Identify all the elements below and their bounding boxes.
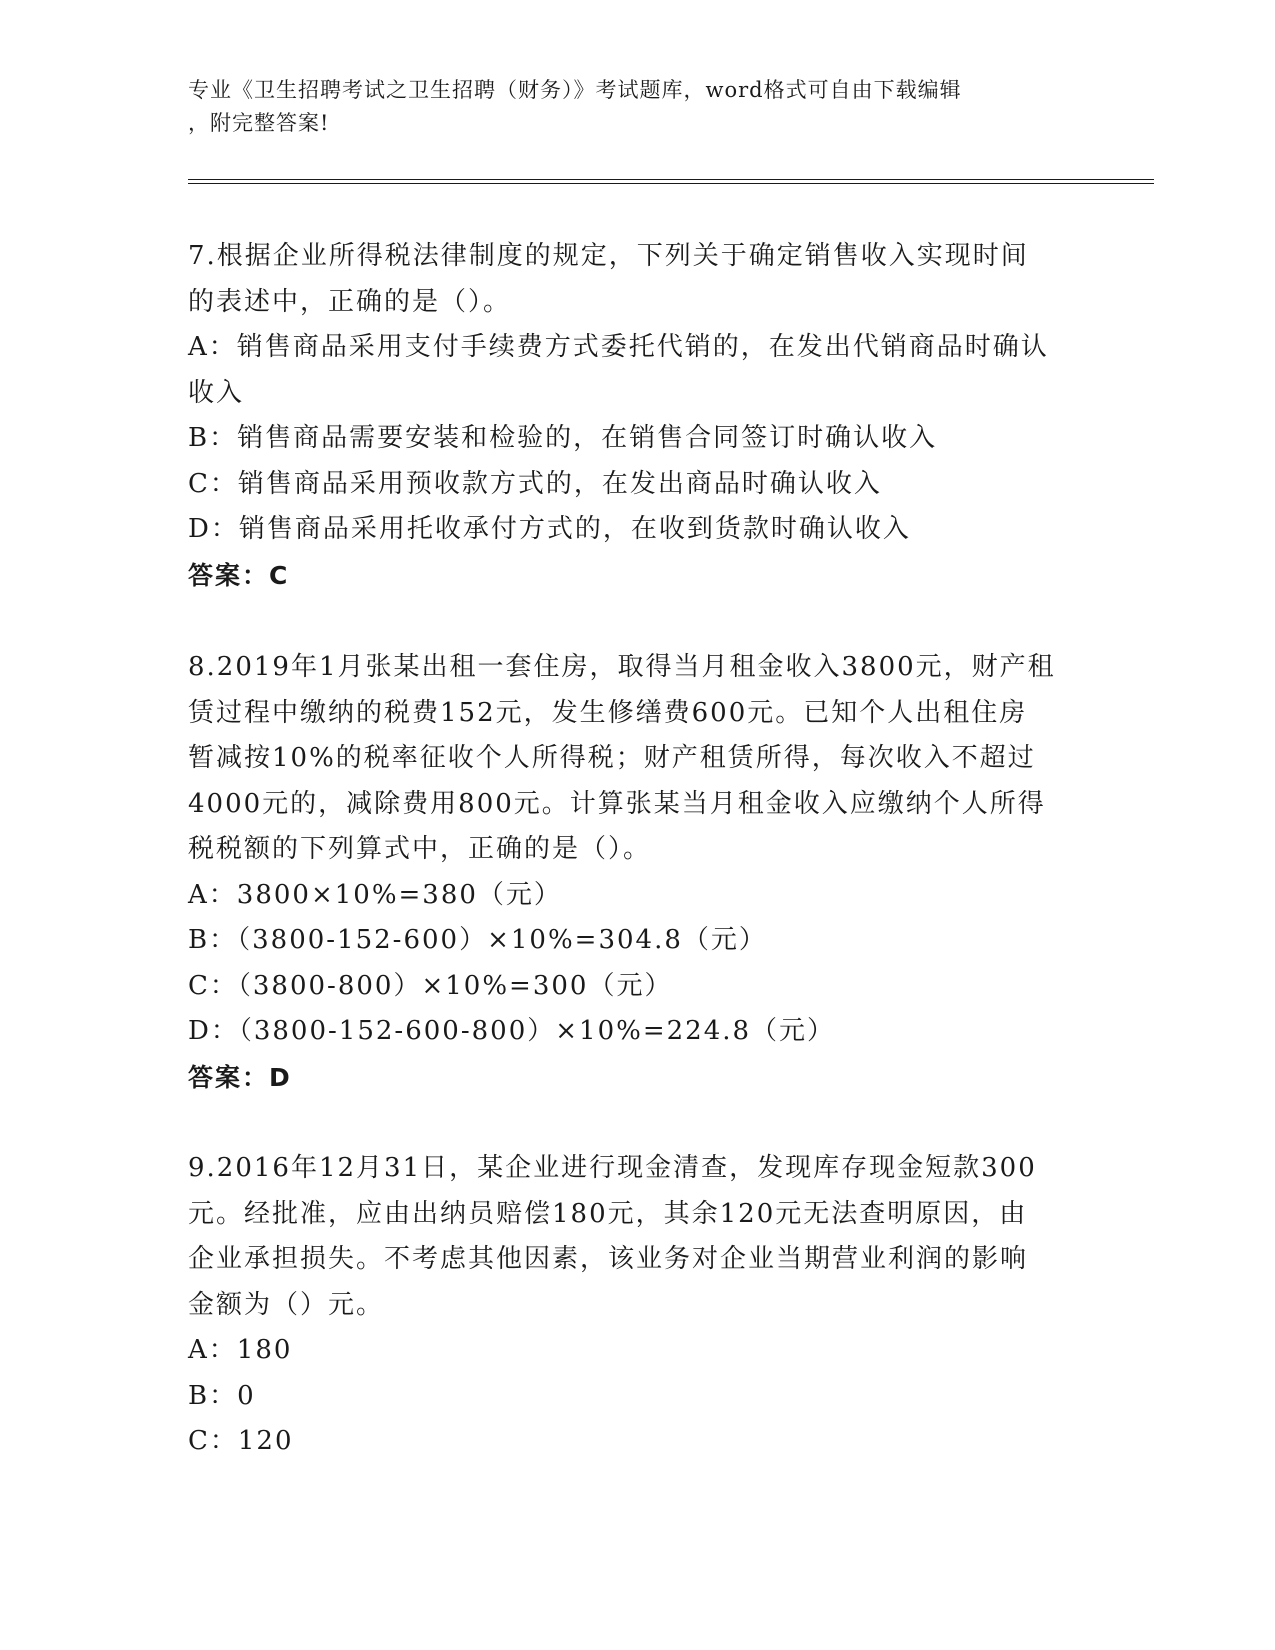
question-text-line: 赁过程中缴纳的税费152元，发生修缮费600元。已知个人出租住房 bbox=[188, 697, 1028, 728]
option-c: C：120 bbox=[188, 1426, 294, 1456]
question-9 bbox=[188, 1146, 1088, 1465]
answer: 答案：C bbox=[188, 560, 290, 590]
document-header bbox=[188, 74, 1088, 140]
option-b: B：（3800-152-600）×10%=304.8（元） bbox=[188, 925, 767, 955]
option-c: C：销售商品采用预收款方式的，在发出商品时确认收入 bbox=[188, 468, 882, 499]
option-d: D：销售商品采用托收承付方式的，在收到货款时确认收入 bbox=[188, 514, 911, 544]
question-text-line: 暂减按10%的税率征收个人所得税；财产租赁所得，每次收入不超过 bbox=[188, 743, 1036, 773]
option-a: A：销售商品采用支付手续费方式委托代销的，在发出代销商品时确认 bbox=[188, 332, 1049, 362]
option-b: B：0 bbox=[188, 1380, 256, 1411]
option-a: A：180 bbox=[188, 1335, 293, 1365]
question-text-line: 企业承担损失。不考虑其他因素，该业务对企业当期营业利润的影响 bbox=[188, 1244, 1029, 1274]
question-text-line: 4000元的，减除费用800元。计算张某当月租金收入应缴纳个人所得 bbox=[188, 788, 1046, 819]
header-line-2: ，附完整答案! bbox=[188, 111, 330, 135]
question-text-line: 元。经批准，应由出纳员赔偿180元，其余120元无法查明原因，由 bbox=[188, 1198, 1028, 1229]
option-d: D：（3800-152-600-800）×10%=224.8（元） bbox=[188, 1016, 836, 1046]
option-a-continued: 收入 bbox=[188, 377, 245, 408]
answer: 答案：D bbox=[188, 1062, 292, 1092]
header-divider-top bbox=[188, 179, 1154, 180]
question-7 bbox=[188, 234, 1088, 598]
question-text bbox=[188, 645, 1088, 873]
question-text-line: 8.2019年1月张某出租一套住房，取得当月租金收入3800元，财产租 bbox=[188, 652, 1056, 682]
header-line-1: 专业《卫生招聘考试之卫生招聘（财务）》考试题库，word格式可自由下载编辑 bbox=[188, 78, 962, 102]
header-divider-bottom bbox=[188, 183, 1154, 184]
question-text-line: 的表述中，正确的是（）。 bbox=[188, 286, 512, 317]
option-c: C：（3800-800）×10%=300（元） bbox=[188, 970, 673, 1001]
question-text-line: 金额为（）元。 bbox=[188, 1289, 385, 1320]
question-text bbox=[188, 1146, 1088, 1328]
question-8 bbox=[188, 645, 1088, 1100]
question-text bbox=[188, 234, 1088, 325]
option-a: A：3800×10%=380（元） bbox=[188, 879, 562, 910]
question-text-line: 7.根据企业所得税法律制度的规定，下列关于确定销售收入实现时间 bbox=[188, 241, 1029, 271]
question-text-line: 9.2016年12月31日，某企业进行现金清查，发现库存现金短款300 bbox=[188, 1153, 1037, 1183]
option-b: B：销售商品需要安装和检验的，在销售合同签订时确认收入 bbox=[188, 423, 938, 453]
question-text-line: 税税额的下列算式中，正确的是（）。 bbox=[188, 834, 652, 864]
